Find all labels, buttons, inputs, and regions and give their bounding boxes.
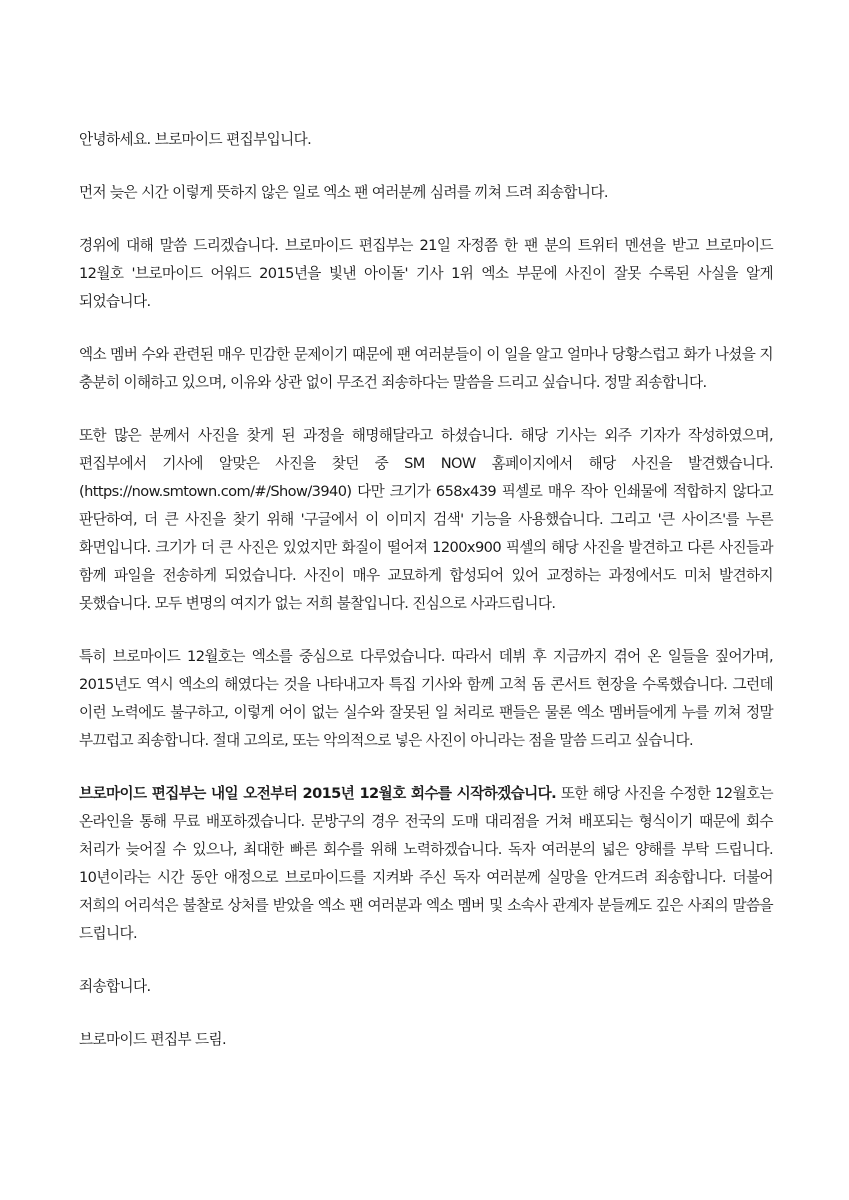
explanation-paragraph: 또한 많은 분께서 사진을 찾게 된 과정을 해명해달라고 하셨습니다. 해당 기사는 외주 기자가 작성하였으며, 편집부에서 기사에 알맞은 사진을 찾던 중 SM NOW 홈페이지에서 해당 사진을 발견했습니다. (https://now.smtown.com/#/Show/3940) 다만 크기가 658x439 픽셀로 매우 작아 인쇄물에 적합하지 않다고 판단하여, 더 큰 사진을 찾기 위해 '구글에서 이 이미지 검색' 기능을 사용했습니다. 그리고 '큰 사이즈'를 누른 화면입니다. 크기가 더 큰 사진은 있었지만 화질이 떨어져 1200x900 픽셀의 해당 사진을 발견하고 다른 사진들과 함께 파일을 전송하게 되었습니다. 사진이 매우 교묘하게 합성되어 있어 교정하는 과정에서도 미처 발견하지 못했습니다. 모두 변명의 여지가 없는 저희 불찰입니다. 진심으로 사과드립니다. xyxy=(79,427,773,612)
closing-paragraph: 죄송합니다. xyxy=(79,978,151,995)
circumstances-paragraph: 경위에 대해 말씀 드리겠습니다. 브로마이드 편집부는 21일 자정쯤 한 팬 분의 트위터 멘션을 받고 브로마이드 12월호 '브로마이드 어워드 2015년을 빛낸 아이돌' 기사 1위 엑소 부문에 사진이 잘못 수록된 사실을 알게 되었습니다. xyxy=(79,237,773,310)
apology-intro-paragraph: 먼저 늦은 시간 이렇게 뜻하지 않은 일로 엑소 팬 여러분께 심려를 끼쳐 드려 죄송합니다. xyxy=(79,184,608,201)
greeting-paragraph: 안녕하세요. 브로마이드 편집부입니다. xyxy=(79,131,312,148)
document-body xyxy=(79,126,773,1079)
recall-announcement: 브로마이드 편집부는 내일 오전부터 2015년 12월호 회수를 시작하겠습니다. xyxy=(79,785,557,802)
sensitivity-paragraph: 엑소 멤버 수와 관련된 매우 민감한 문제이기 때문에 팬 여러분들이 이 일을 알고 얼마나 당황스럽고 화가 나셨을 지 충분히 이해하고 있으며, 이유와 상관 없이 무조건 죄송하다는 말씀을 드리고 싶습니다. 정말 죄송합니다. xyxy=(79,346,773,391)
recall-paragraph xyxy=(79,780,773,948)
recall-details: 또한 해당 사진을 수정한 12월호는 온라인을 통해 무료 배포하겠습니다. 문방구의 경우 전국의 도매 대리점을 거쳐 배포되는 형식이기 때문에 회수 처리가 늦어질 수 있으나, 최대한 빠른 회수를 위해 노력하겠습니다. 독자 여러분의 넓은 양해를 부탁 드립니다. 10년이라는 시간 동안 애정으로 브로마이드를 지켜봐 주신 독자 여러분께 실망을 안겨드려 죄송합니다. 더불어 저희의 어리석은 불찰로 상처를 받았을 엑소 팬 여러분과 엑소 멤버 및 소속사 관계자 분들께도 깊은 사죄의 말씀을 드립니다. xyxy=(79,785,773,942)
background-paragraph: 특히 브로마이드 12월호는 엑소를 중심으로 다루었습니다. 따라서 데뷔 후 지금까지 겪어 온 일들을 짚어가며, 2015년도 역시 엑소의 해였다는 것을 나타내고자 특집 기사와 함께 고척 돔 콘서트 현장을 수록했습니다. 그런데 이런 노력에도 불구하고, 이렇게 어이 없는 실수와 잘못된 일 처리로 팬들은 물론 엑소 멤버들에게 누를 끼쳐 정말 부끄럽고 죄송합니다. 절대 고의로, 또는 악의적으로 넣은 사진이 아니라는 점을 말씀 드리고 싶습니다. xyxy=(79,648,773,749)
signature: 브로마이드 편집부 드림. xyxy=(79,1031,227,1048)
